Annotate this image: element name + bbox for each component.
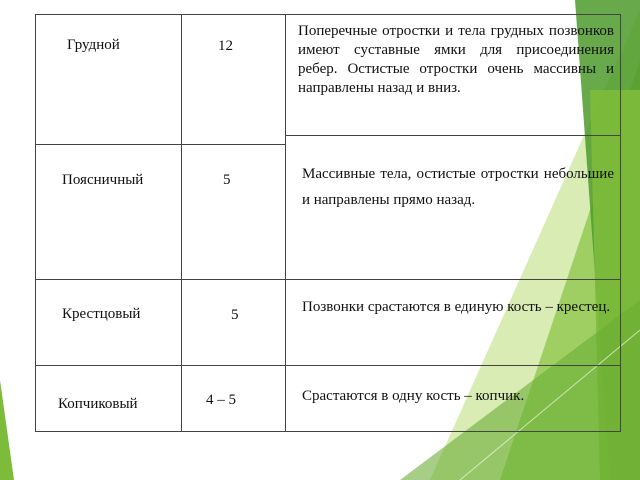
- description-lumbar: Массивные тела, остистые отростки небольшие и направлены прямо назад.: [302, 166, 614, 208]
- vertebra-count-coccygeal: 4 – 5: [206, 392, 236, 408]
- column-divider: [285, 15, 286, 431]
- vertebra-count-sacral: 5: [231, 307, 239, 323]
- description-sacral: Позвонки срастаются в единую кость – крестец.: [302, 299, 611, 315]
- vertebra-count-thoracic: 12: [218, 38, 233, 54]
- section-name-coccygeal: Копчиковый: [58, 396, 138, 412]
- row-divider: [36, 144, 285, 145]
- left-green-triangle: [0, 380, 14, 480]
- row-divider: [36, 365, 620, 366]
- vertebrae-table: [35, 14, 621, 432]
- vertebra-count-lumbar: 5: [223, 172, 231, 188]
- description-coccygeal: Срастаются в одну кость – копчик.: [302, 388, 525, 404]
- row-divider: [285, 135, 620, 136]
- section-name-lumbar: Поясничный: [62, 172, 144, 188]
- section-name-sacral: Крестцовый: [62, 306, 141, 322]
- section-name-thoracic: Грудной: [67, 37, 120, 53]
- row-divider: [36, 279, 620, 280]
- column-divider: [181, 15, 182, 431]
- description-thoracic: Поперечные отростки и тела грудных позвонков имеют суставные ямки для присоединения ребер. Остистые отростки очень массивны и направлены назад и вниз.: [298, 23, 614, 96]
